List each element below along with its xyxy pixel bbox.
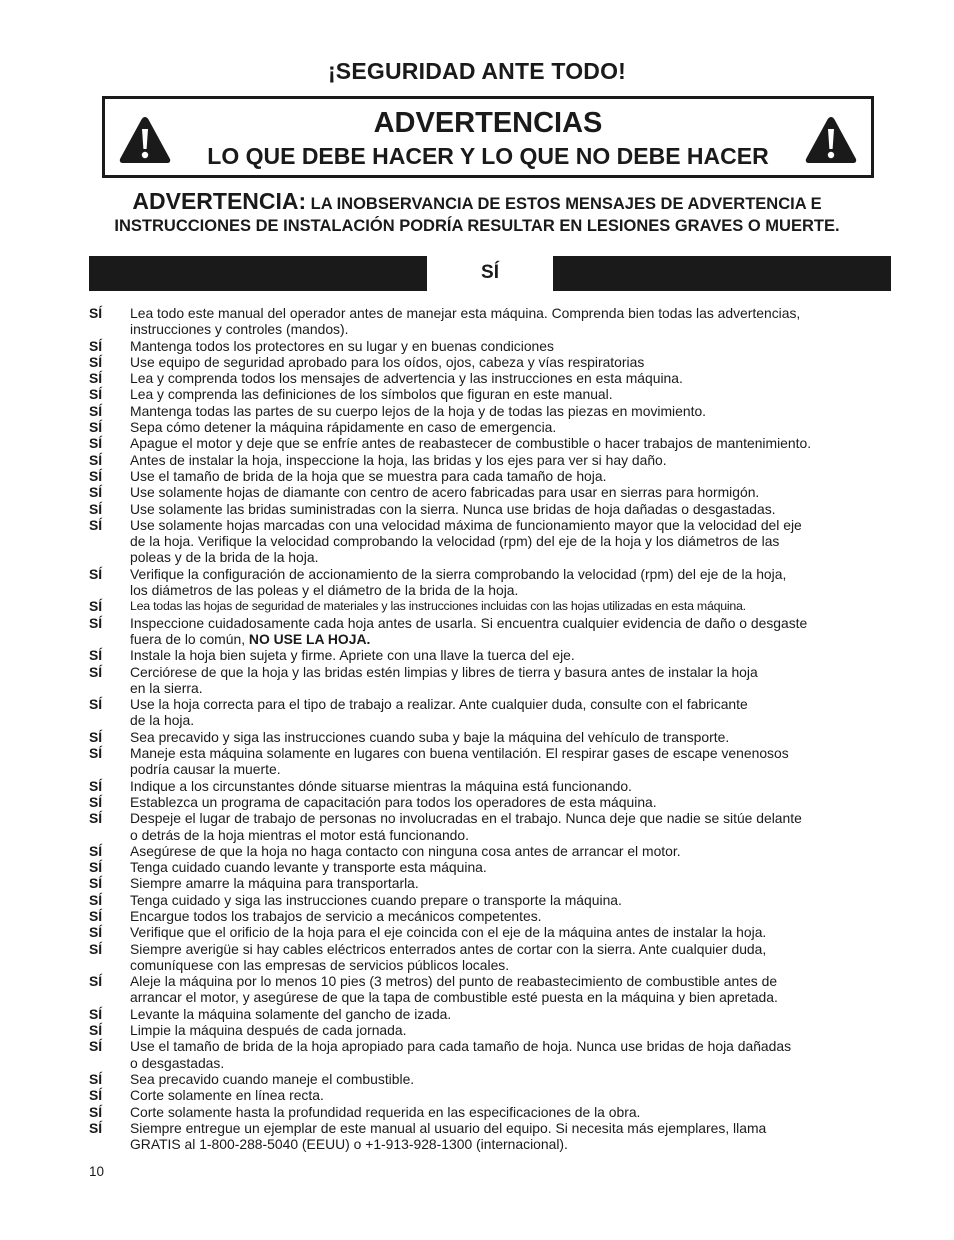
section-bar-left [89, 256, 427, 291]
list-item [89, 1120, 889, 1153]
warning-box-title: ADVERTENCIAS [373, 107, 603, 139]
item-line: Mantenga todas las partes de su cuerpo lejos de la hoja y de todas las piezas en movimiento. [130, 402, 707, 419]
list-item [89, 647, 889, 663]
item-line: Inspeccione cuidadosamente cada hoja antes de usarla. Si encuentra cualquier evidencia de daño o desgaste [130, 614, 808, 631]
list-item [89, 941, 889, 974]
item-text [130, 941, 889, 974]
section-bar-right [553, 256, 891, 291]
item-tag: SÍ [89, 1038, 103, 1055]
item-tag: SÍ [89, 647, 103, 664]
advertencia-label: ADVERTENCIA: [132, 188, 307, 214]
item-bold-phrase: NO USE LA HOJA. [248, 630, 371, 647]
item-line: Use solamente hojas de diamante con centro de acero fabricadas para usar en sierras para hormigón. [130, 484, 760, 501]
item-line: Use el tamaño de brida de la hoja apropiado para cada tamaño de hoja. Nunca use bridas de hoja dañadas [130, 1038, 792, 1055]
list-item [89, 908, 889, 924]
item-text [130, 386, 889, 402]
item-text [130, 468, 889, 484]
item-line: Maneje esta máquina solamente en lugares con buena ventilación. El respirar gases de escape venenosos [130, 745, 789, 762]
item-tag: SÍ [89, 1022, 103, 1039]
item-tag: SÍ [89, 484, 103, 501]
item-tag: SÍ [89, 891, 103, 908]
item-line: Indique a los circunstantes dónde situarse mientras la máquina está funcionando. [130, 777, 632, 794]
list-item [89, 729, 889, 745]
item-text [130, 810, 889, 843]
item-text [130, 1104, 889, 1120]
item-text [130, 778, 889, 794]
item-line: Use solamente las bridas suministradas con la sierra. Nunca use bridas de hoja dañadas o desgastadas. [130, 500, 776, 517]
item-tag: SÍ [89, 370, 103, 387]
item-line: los diámetros de las poleas y el diámetro de la brida de la hoja. [130, 582, 519, 599]
list-item [89, 745, 889, 778]
list-item [89, 566, 889, 599]
list-item [89, 794, 889, 810]
list-item [89, 598, 889, 614]
advertencia-line-2: INSTRUCCIONES DE INSTALACIÓN PODRÍA RESULTAR EN LESIONES GRAVES O MUERTE. [114, 217, 840, 235]
list-item [89, 517, 889, 566]
item-line: Antes de instalar la hoja, inspeccione la hoja, las bridas y los ejes para ver si hay daño. [130, 451, 667, 468]
list-item [89, 1022, 889, 1038]
list-item [89, 419, 889, 435]
list-item [89, 875, 889, 891]
item-line: Sea precavido y siga las instrucciones cuando suba y baje la máquina del vehículo de transporte. [130, 728, 730, 745]
list-item [89, 386, 889, 402]
item-line: Aleje la máquina por lo menos 10 pies (3 metros) del punto de reabastecimiento de combustible antes de [130, 973, 778, 990]
item-line: Corte solamente en línea recta. [130, 1087, 324, 1104]
item-line: fuera de lo común, [130, 630, 249, 647]
list-item [89, 403, 889, 419]
item-tag: SÍ [89, 810, 103, 827]
list-item [89, 664, 889, 697]
item-tag: SÍ [89, 777, 103, 794]
list-item [89, 1104, 889, 1120]
item-line: Despeje el lugar de trabajo de personas no involucradas en el trabajo. Nunca deje que nadie se sitúe delante [130, 810, 802, 827]
item-text [130, 664, 889, 697]
item-tag: SÍ [89, 467, 103, 484]
list-item [89, 1071, 889, 1087]
do-list [89, 305, 889, 1152]
list-item [89, 370, 889, 386]
item-tag: SÍ [89, 973, 103, 990]
item-tag: SÍ [89, 435, 103, 452]
item-text [130, 1038, 889, 1071]
item-text [130, 875, 889, 891]
list-item [89, 1038, 889, 1071]
item-tag: SÍ [89, 924, 103, 941]
item-line: Encargue todos los trabajos de servicio a mecánicos competentes. [130, 907, 542, 924]
item-tag: SÍ [89, 614, 103, 631]
item-line: o desgastadas. [130, 1054, 225, 1071]
list-item [89, 435, 889, 451]
list-item [89, 452, 889, 468]
item-text [130, 1022, 889, 1038]
item-tag: SÍ [89, 386, 103, 403]
item-tag: SÍ [89, 516, 103, 533]
page-title: ¡SEGURIDAD ANTE TODO! [327, 58, 627, 84]
item-text [130, 354, 889, 370]
item-line: Verifique la configuración de accionamiento de la sierra comprobando la velocidad (rpm) del eje de la hoja, [130, 565, 787, 582]
item-tag: SÍ [89, 402, 103, 419]
item-text [130, 501, 889, 517]
item-tag: SÍ [89, 353, 103, 370]
item-text [130, 370, 889, 386]
item-tag: SÍ [89, 940, 103, 957]
item-text [130, 647, 889, 663]
advertencia-line-1 [0, 188, 954, 215]
item-text [130, 843, 889, 859]
item-text [130, 419, 889, 435]
item-text [130, 696, 889, 729]
item-text [130, 435, 889, 451]
item-tag: SÍ [89, 419, 103, 436]
list-item [89, 973, 889, 1006]
item-line: Siempre amarre la máquina para transportarla. [130, 875, 419, 892]
item-line: podría causar la muerte. [130, 761, 281, 778]
item-tag: SÍ [89, 565, 103, 582]
item-line: Use el tamaño de brida de la hoja que se muestra para cada tamaño de hoja. [130, 467, 607, 484]
item-text [130, 338, 889, 354]
item-line: o detrás de la hoja mientras el motor está funcionando. [130, 826, 469, 843]
warning-box-subtitle: LO QUE DEBE HACER Y LO QUE NO DEBE HACER [207, 143, 769, 169]
item-line: Use solamente hojas marcadas con una velocidad máxima de funcionamiento mayor que la velocidad del eje [130, 516, 802, 533]
item-tag: SÍ [89, 745, 103, 762]
item-line: arrancar el motor, y asegúrese de que la tapa de combustible esté puesta en la máquina y bien apretada. [130, 989, 778, 1006]
list-item [89, 354, 889, 370]
item-tag: SÍ [89, 842, 103, 859]
item-line: Use la hoja correcta para el tipo de trabajo a realizar. Ante cualquier duda, consulte con el fabricante [130, 696, 748, 713]
item-tag: SÍ [89, 1119, 103, 1136]
item-line: Limpie la máquina después de cada jornada. [130, 1022, 407, 1039]
item-line: comuníquese con las empresas de servicios públicos locales. [130, 956, 510, 973]
item-line: Lea y comprenda las definiciones de los símbolos que figuran en este manual. [130, 386, 613, 403]
item-line: Levante la máquina solamente del gancho de izada. [130, 1005, 452, 1022]
item-line: de la hoja. [130, 712, 195, 729]
list-item [89, 484, 889, 500]
warning-triangle-icon [804, 115, 858, 165]
item-text [130, 908, 889, 924]
item-tag: SÍ [89, 875, 103, 892]
item-line: Sepa cómo detener la máquina rápidamente en caso de emergencia. [130, 419, 557, 436]
item-line: Mantenga todos los protectores en su lugar y en buenas condiciones [130, 337, 554, 354]
item-line: en la sierra. [130, 679, 203, 696]
item-line: Siempre entregue un ejemplar de este manual al usuario del equipo. Si necesita más ejemplares, llama [130, 1119, 767, 1136]
item-line: Lea todas las hojas de seguridad de materiales y las instrucciones incluidas con las hojas utilizadas en esta máquina. [130, 599, 746, 614]
item-tag: SÍ [89, 907, 103, 924]
item-line: Tenga cuidado y siga las instrucciones cuando prepare o transporte la máquina. [130, 891, 622, 908]
item-line: poleas y de la brida de la hoja. [130, 549, 319, 566]
item-tag: SÍ [89, 337, 103, 354]
item-text [130, 1006, 889, 1022]
item-tag: SÍ [89, 859, 103, 876]
list-item [89, 859, 889, 875]
list-item [89, 843, 889, 859]
item-text [130, 452, 889, 468]
item-tag: SÍ [89, 1005, 103, 1022]
item-tag: SÍ [89, 500, 103, 517]
list-item [89, 468, 889, 484]
item-line: Asegúrese de que la hoja no haga contacto con ninguna cosa antes de arrancar el motor. [130, 842, 681, 859]
item-text [130, 403, 889, 419]
page-number: 10 [89, 1164, 105, 1179]
item-tag: SÍ [89, 696, 103, 713]
list-item [89, 1087, 889, 1103]
item-tag: SÍ [89, 1087, 103, 1104]
item-text [130, 794, 889, 810]
item-line: Verifique que el orificio de la hoja para el eje coincida con el eje de la máquina antes de instalar la hoja. [130, 924, 767, 941]
list-item [89, 696, 889, 729]
section-label: SÍ [481, 262, 499, 283]
item-line: Cerciórese de que la hoja y las bridas estén limpias y libres de tierra y basura antes de instalar la hoja [130, 663, 758, 680]
item-text [130, 566, 889, 599]
item-text [130, 1071, 889, 1087]
item-line: Tenga cuidado cuando levante y transporte esta máquina. [130, 859, 487, 876]
list-item [89, 778, 889, 794]
list-item [89, 338, 889, 354]
item-tag: SÍ [89, 598, 103, 615]
item-line: Lea todo este manual del operador antes de manejar esta máquina. Comprenda bien todas las advertencias, [130, 305, 801, 321]
item-line: Corte solamente hasta la profundidad requerida en las especificaciones de la obra. [130, 1103, 641, 1120]
item-tag: SÍ [89, 1070, 103, 1087]
item-text [130, 484, 889, 500]
item-line: GRATIS al 1-800-288-5040 (EEUU) o +1-913-928-1300 (internacional). [130, 1136, 568, 1153]
item-text [130, 598, 889, 614]
item-text [130, 615, 889, 648]
list-item [89, 892, 889, 908]
item-tag: SÍ [89, 1103, 103, 1120]
list-item [89, 924, 889, 940]
item-tag: SÍ [89, 663, 103, 680]
item-tag: SÍ [89, 305, 103, 321]
advertencia-text: LA INOBSERVANCIA DE ESTOS MENSAJES DE ADVERTENCIA E [310, 195, 822, 213]
item-line: de la hoja. Verifique la velocidad comprobando la velocidad (rpm) del eje de la hoja y los diámetros de las [130, 533, 780, 550]
item-line: Siempre averigüe si hay cables eléctricos enterrados antes de cortar con la sierra. Ante cualquier duda, [130, 940, 767, 957]
item-tag: SÍ [89, 451, 103, 468]
list-item [89, 501, 889, 517]
item-line: Use equipo de seguridad aprobado para los oídos, ojos, cabeza y vías respiratorias [130, 353, 645, 370]
item-text [130, 859, 889, 875]
item-text [130, 729, 889, 745]
item-line: Lea y comprenda todos los mensajes de advertencia y las instrucciones en esta máquina. [130, 370, 683, 387]
item-text [130, 517, 889, 566]
item-line: Instale la hoja bien sujeta y firme. Apriete con una llave la tuerca del eje. [130, 647, 575, 664]
item-text [130, 1120, 889, 1153]
item-line: instrucciones y controles (mandos). [130, 321, 349, 338]
item-tag: SÍ [89, 793, 103, 810]
item-text [130, 745, 889, 778]
item-text [130, 892, 889, 908]
list-item [89, 305, 889, 338]
item-text [130, 924, 889, 940]
item-text [130, 305, 889, 338]
item-line: Sea precavido cuando maneje el combustible. [130, 1070, 415, 1087]
list-item [89, 810, 889, 843]
item-line: Establezca un programa de capacitación para todos los operadores de esta máquina. [130, 793, 657, 810]
item-text [130, 1087, 889, 1103]
list-item [89, 1006, 889, 1022]
warning-box [102, 96, 874, 178]
list-item [89, 615, 889, 648]
item-line: Apague el motor y deje que se enfríe antes de reabastecer de combustible o hacer trabajos de mantenimiento. [130, 435, 812, 452]
item-tag: SÍ [89, 728, 103, 745]
item-text [130, 973, 889, 1006]
